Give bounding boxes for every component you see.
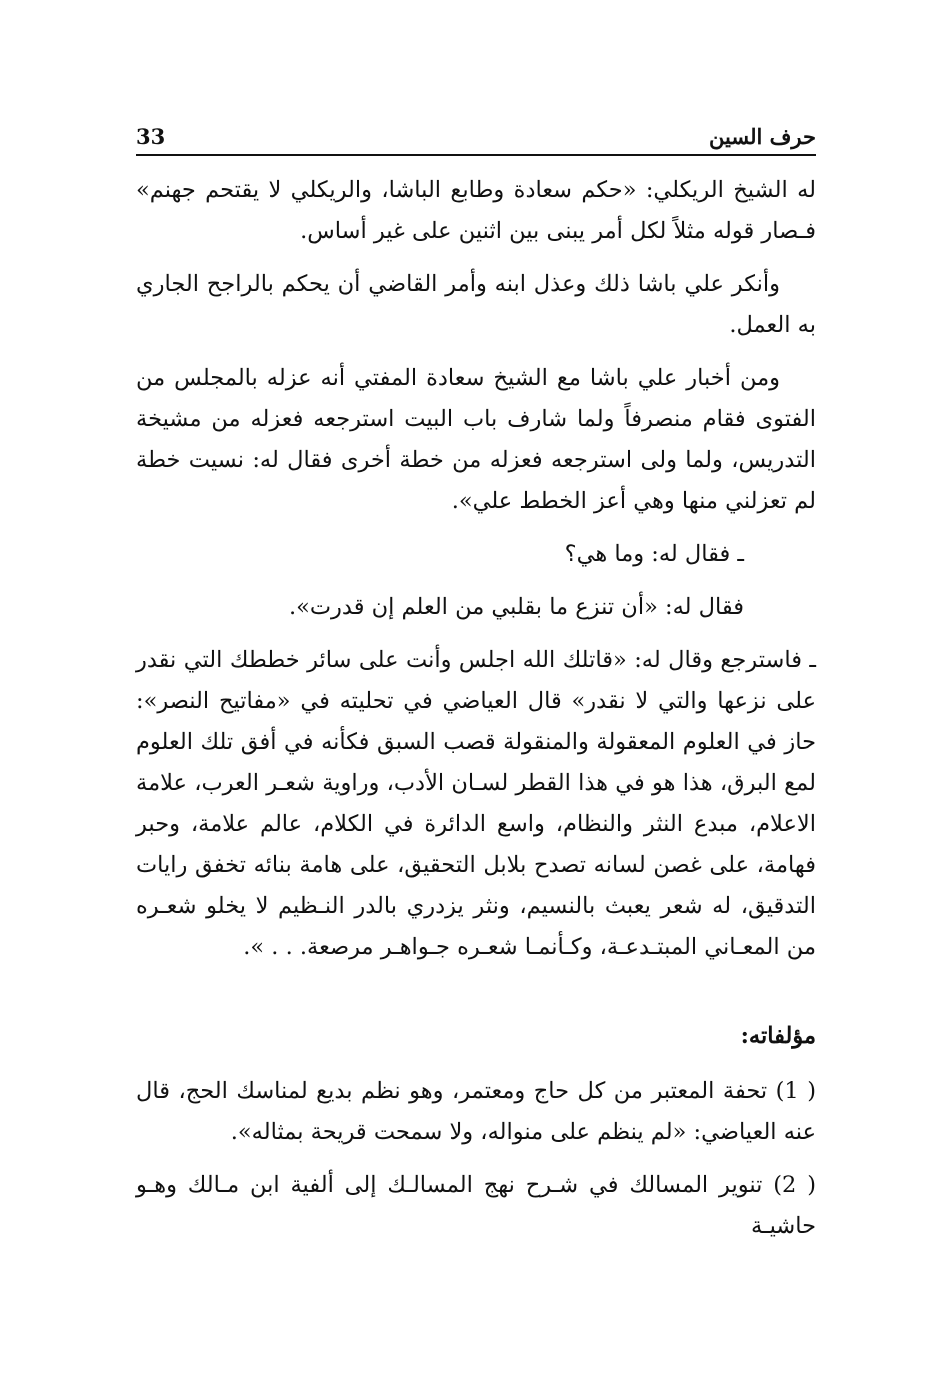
- paragraph-ali-pasha-anecdote: ومن أخبار علي باشا مع الشيخ سعادة المفتي أنه عزله بالمجلس من الفتوى فقام منصرفاً ولما شارف باب البيت استرجعه فعزله من مشيخة التدريس، ولما ولى استرجعه فعزله من خطة أخرى فقال له: نسيت خطة لم تعزلني منها وهي أعز الخطط علي».: [136, 365, 816, 514]
- work-number: (2 ): [773, 1172, 816, 1198]
- paragraph-ali-pasha-objection: وأنكر علي باشا ذلك وعذل ابنه وأمر القاضي أن يحكم بالراجح الجاري به العمل.: [136, 271, 816, 338]
- work-item: [136, 1071, 816, 1153]
- page-body: [136, 170, 816, 1247]
- work-item: [136, 1165, 816, 1247]
- chapter-title: حرف السين: [709, 124, 816, 149]
- page-number: 33: [136, 124, 166, 149]
- paragraph-ayadi-praise: ـ فاسترجع وقال له: «قاتلك الله اجلس وأنت على سائر خططك التي نقدر على نزعها والتي لا نقدر» قال العياضي في تحليته في «مفاتيح النصر»: حاز في العلوم المعقولة والمنقولة قصب السبق فكأنه في أفق تلك العلوم لمع البرق، هذا هو في هذا القطر لسـان الأدب، وراوية شعـر العرب، علامة الاعلام، مبدع النثر والنظام، واسع الدائرة في الكلام، عالم علامة، وحبر فهامة، على غصن لسانه تصدح بلابل التحقيق، على هامة بنائه تخفق رايات التدقيق، له شعر يعبث بالنسيم، ونثر يزدري بالدر النـظيم لا يخلو شعـره من المعـاني المبتـدعـة، وكـأنمـا شعـره جـواهـر مرصعة. . . ».: [136, 647, 816, 960]
- paragraph-dialogue-answer: فقال له: «أن تنزع ما بقلبي من العلم إن قدرت».: [288, 594, 744, 620]
- paragraph-continuation: له الشيخ الريكلي: «حكم سعادة وطابع الباشا، والريكلي لا يقتحم جهنم» فـصار قوله مثلاً لكل أمر يبنى بين اثنين على غير أساس.: [136, 177, 816, 244]
- book-page: [136, 118, 816, 1259]
- work-number: (1 ): [775, 1078, 817, 1104]
- running-header: [136, 118, 816, 156]
- works-heading: مؤلفاته:: [740, 1023, 816, 1049]
- paragraph-dialogue-question: ـ فقال له: وما هي؟: [564, 541, 744, 567]
- work-text: تحفة المعتبر من كل حاج ومعتمر، وهو نظم بديع لمناسك الحج، قال عنه العياضي: «لم ينظم على منواله، ولا سمحت قريحة بمثاله».: [136, 1078, 816, 1145]
- work-text: تنوير المسالك في شـرح نهج المسالـك إلى ألفية ابن مـالك وهـو حاشيـة: [136, 1172, 816, 1239]
